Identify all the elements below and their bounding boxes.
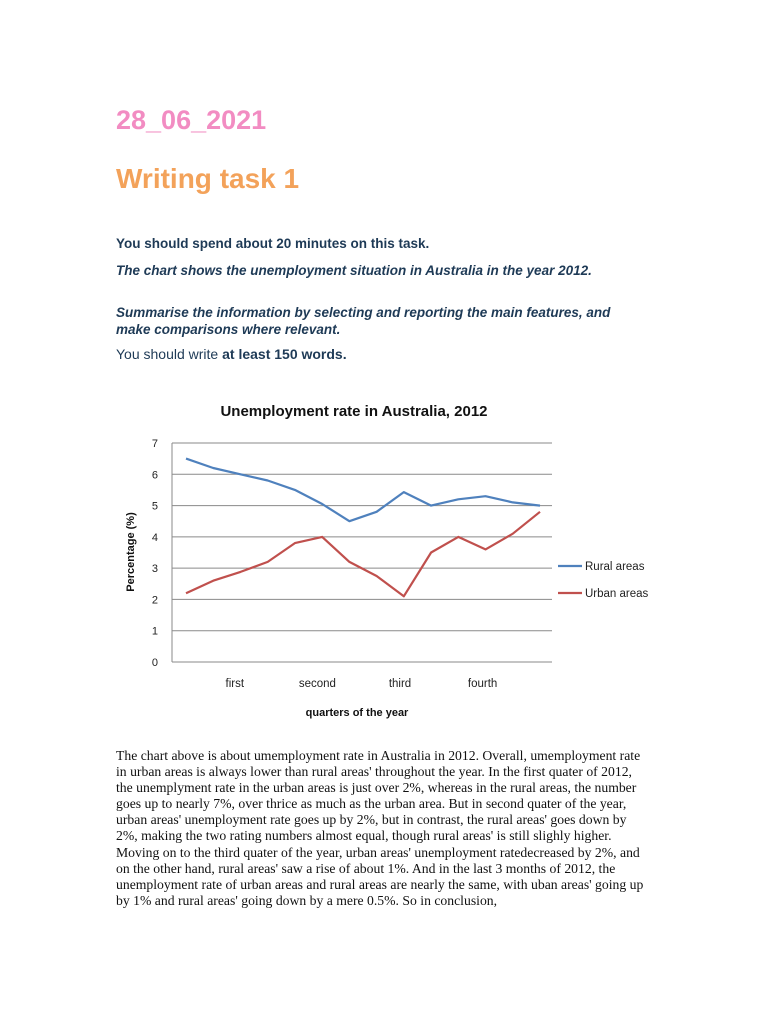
time-instruction: You should spend about 20 minutes on this task. [116, 236, 430, 251]
essay-text: The chart above is about umemployment rate in Australia in 2012. Overall, umemployment rate in urban areas is always lower than rural areas' throughout the year. In the first quater of 2012, the unemplyment rate in the urban areas is just over 2%, whereas in the rural areas, the number goes up to nearly 7%, over thrice as much as the urban area. But in second quater of the year, urban areas' unemployment rate goes up by 2%, but in contrast, the rural areas' goes down by 2%, making the two rating numbers almost equal, though rural areas' is still slighly higher. Moving on to the third quater of the year, urban areas' unemployment ratedecreased by 2%, and on the other hand, rural areas' saw a rise of about 1%. And in the last 3 months of 2012, the unemployment rate of urban areas and rural areas are nearly the same, with uban areas' going up by 1% and rural areas' going down by a mere 0.5%. So in conclusion, [116, 748, 644, 908]
x-axis-ticks [226, 678, 498, 690]
x-tick-label: first [225, 678, 245, 690]
x-tick-label: second [298, 678, 336, 690]
y-tick-label: 7 [151, 438, 158, 450]
chart-series [186, 459, 540, 597]
word-count-requirement: at least 150 words. [222, 346, 347, 362]
series-line-0 [186, 459, 540, 522]
y-tick-label: 2 [151, 594, 158, 607]
legend-label: Urban areas [585, 588, 649, 600]
y-tick-label: 5 [151, 500, 158, 513]
series-line-1 [186, 512, 540, 597]
chart-title: Unemployment rate in Australia, 2012 [220, 403, 488, 420]
word-count-instruction [116, 346, 676, 363]
x-tick-label: third [388, 678, 412, 690]
chart-legend [558, 561, 649, 600]
y-tick-label: 1 [151, 625, 158, 638]
date-heading: 28_06_2021 [116, 105, 267, 135]
x-axis-label: quarters of the year [305, 707, 409, 719]
y-tick-label: 4 [151, 531, 158, 544]
word-count-prefix: You should write [116, 346, 223, 362]
y-axis-ticks [152, 438, 158, 669]
y-tick-label: 6 [151, 469, 158, 482]
chart-gridlines [172, 443, 552, 662]
y-axis-label: Percentage (%) [125, 512, 137, 592]
legend-label: Rural areas [585, 561, 645, 573]
x-tick-label: fourth [467, 678, 498, 690]
y-tick-label: 0 [151, 657, 158, 669]
task-prompt: The chart shows the unemployment situation in Australia in the year 2012. [116, 263, 592, 278]
task-heading: Writing task 1 [116, 163, 300, 194]
unemployment-line-chart [100, 390, 660, 730]
summarise-instruction: Summarise the information by selecting and reporting the main features, and make comparisons where relevant. [116, 305, 611, 337]
y-tick-label: 3 [151, 563, 158, 576]
